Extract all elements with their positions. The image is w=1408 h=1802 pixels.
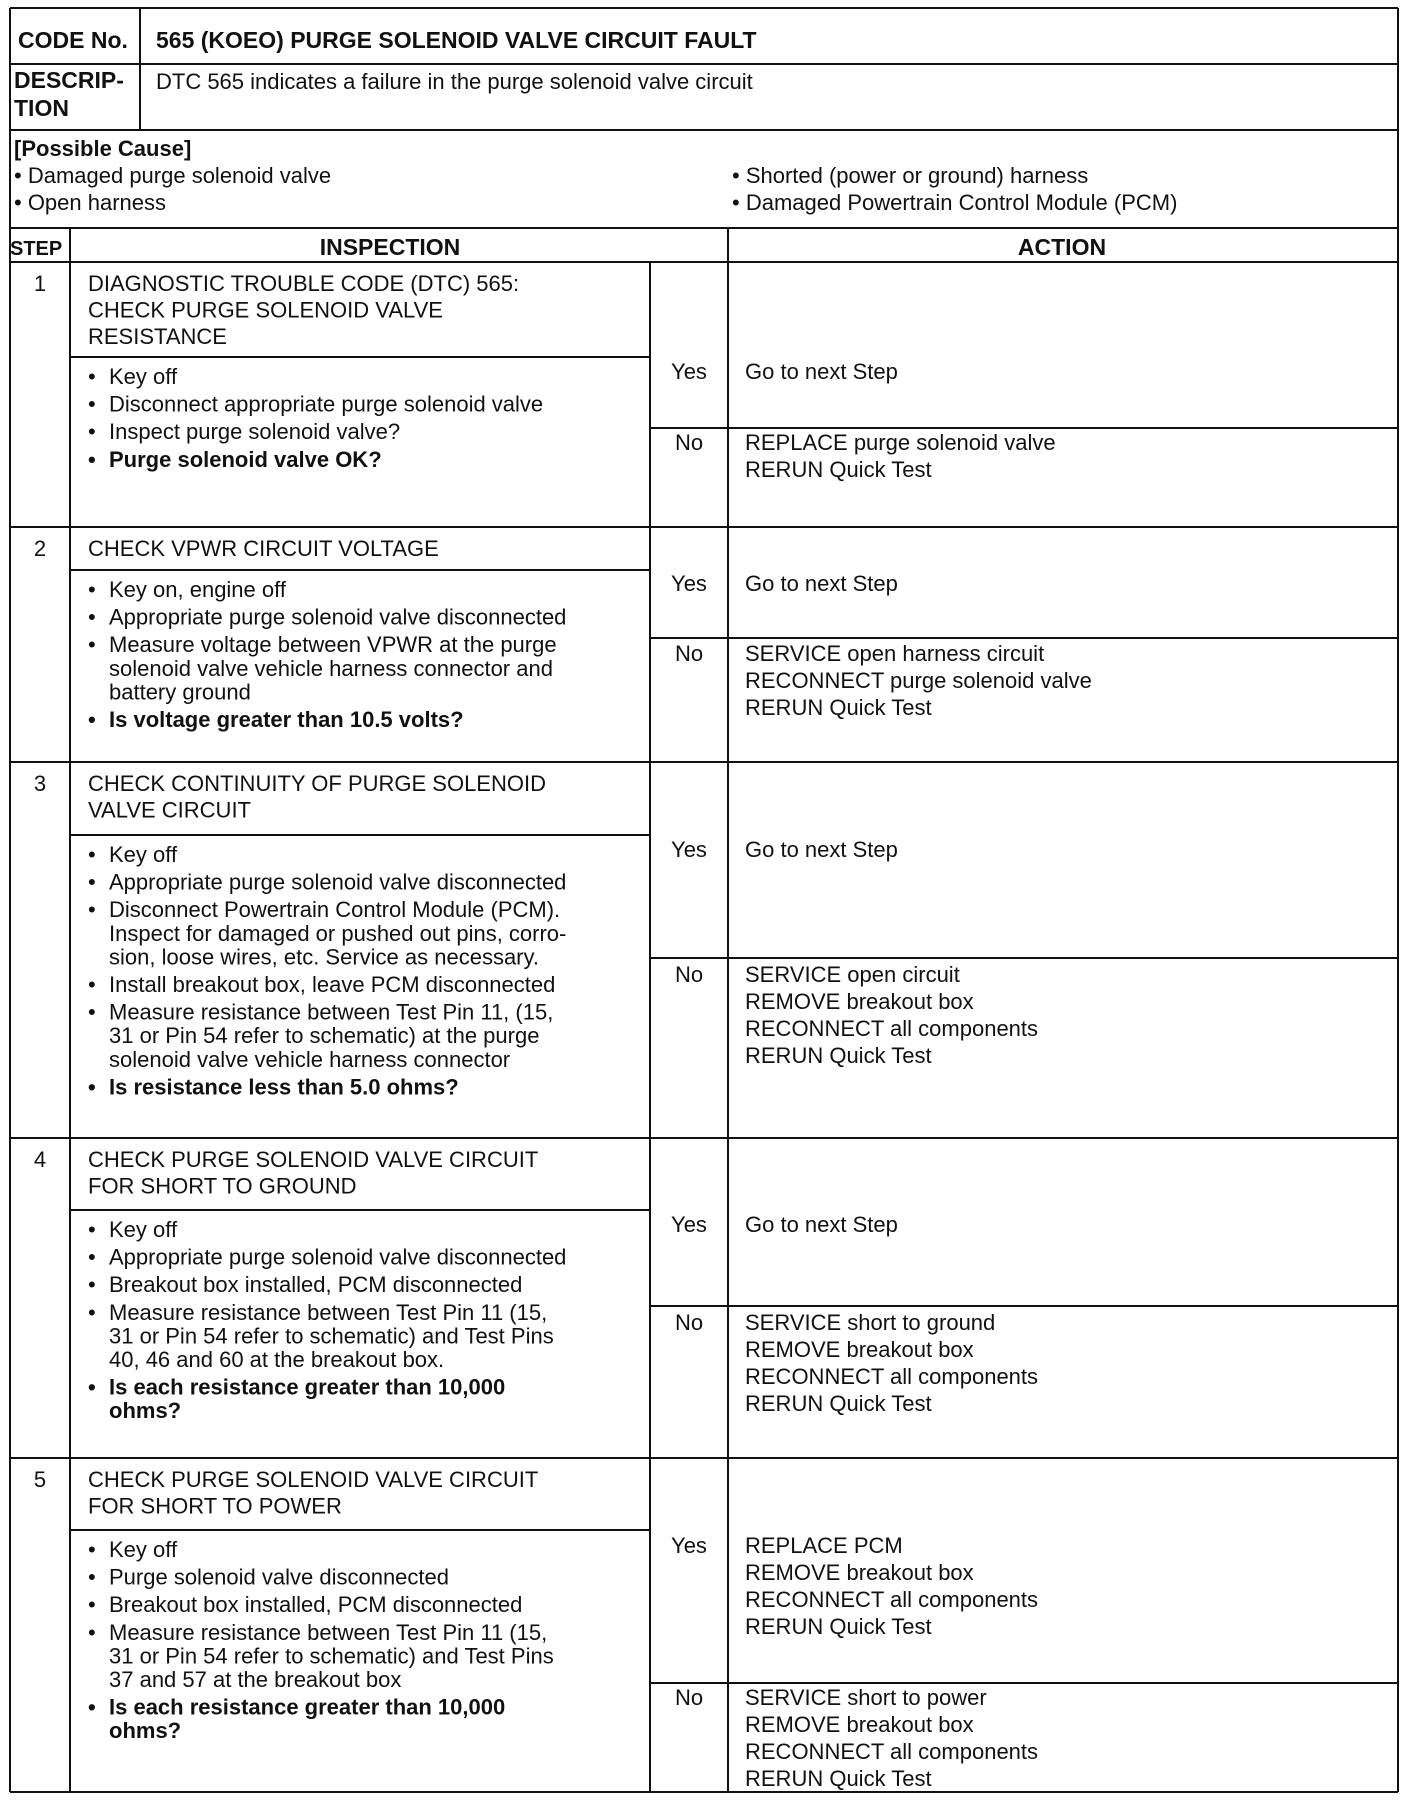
step-row xyxy=(10,771,1398,1138)
step-title-line: CHECK CONTINUITY OF PURGE SOLENOID xyxy=(88,771,546,796)
bullet-icon: • xyxy=(88,446,96,472)
bullet-icon: • xyxy=(88,842,96,867)
instruction-line: 31 or Pin 54 refer to schematic) and Test Pins xyxy=(109,1643,554,1669)
possible-cause-item: • Damaged purge solenoid valve xyxy=(14,163,332,188)
bullet-icon: • xyxy=(88,1619,96,1645)
no-action-line: RECONNECT purge solenoid valve xyxy=(745,668,1092,693)
yes-label: Yes xyxy=(671,1212,707,1237)
no-label: No xyxy=(674,1685,704,1710)
step-column-header: STEP xyxy=(10,238,63,260)
yes-label: Yes xyxy=(671,359,707,384)
bullet-icon: • xyxy=(88,1592,96,1618)
question-line: Is voltage greater than 10.5 volts? xyxy=(109,707,464,732)
instruction-line: Install breakout box, leave PCM disconnected xyxy=(109,972,556,997)
no-action-line: RERUN Quick Test xyxy=(745,1043,932,1068)
instruction-line: Key on, engine off xyxy=(109,577,286,602)
no-action-line: REMOVE breakout box xyxy=(745,989,974,1014)
step-title-line: CHECK VPWR CIRCUIT VOLTAGE xyxy=(88,536,439,561)
instruction-line: solenoid valve vehicle harness connector and xyxy=(109,655,553,681)
instruction-line: Inspect for damaged or pushed out pins, corro- xyxy=(109,920,567,946)
no-action-line: RECONNECT all components xyxy=(745,1364,1039,1389)
step-title-line: DIAGNOSTIC TROUBLE CODE (DTC) 565: xyxy=(88,271,520,296)
bullet-icon: • xyxy=(88,419,96,445)
bullet-icon: • xyxy=(88,1272,96,1298)
instruction-line: Appropriate purge solenoid valve disconnected xyxy=(109,604,567,630)
bullet-icon: • xyxy=(88,1537,96,1562)
instruction-line: Measure resistance between Test Pin 11 (15, xyxy=(109,1299,548,1325)
step-number: 2 xyxy=(33,536,47,561)
bullet-icon: • xyxy=(88,604,96,630)
bullet-icon: • xyxy=(88,1564,96,1590)
no-label: No xyxy=(674,641,704,666)
yes-action-line: REMOVE breakout box xyxy=(745,1560,974,1585)
instruction-line: 37 and 57 at the breakout box xyxy=(109,1667,402,1692)
bullet-icon: • xyxy=(88,364,96,389)
code-title: 565 (KOEO) PURGE SOLENOID VALVE CIRCUIT FAULT xyxy=(156,27,757,53)
instruction-line: 31 or Pin 54 refer to schematic) and Test Pins xyxy=(109,1323,554,1349)
description-label-line-2: TION xyxy=(14,95,69,121)
bullet-icon: • xyxy=(88,632,96,658)
no-action-line: RECONNECT all components xyxy=(745,1016,1039,1041)
instruction-line: Measure voltage between VPWR at the purge xyxy=(109,632,557,658)
yes-action-line: RECONNECT all components xyxy=(745,1587,1039,1612)
action-column-header: ACTION xyxy=(1017,234,1107,260)
yes-action-line: REPLACE PCM xyxy=(745,1533,903,1558)
instruction-line: Measure resistance between Test Pin 11 (15, xyxy=(109,1619,548,1645)
bullet-icon: • xyxy=(88,897,96,923)
bullet-icon: • xyxy=(88,1299,96,1325)
question-line: Is resistance less than 5.0 ohms? xyxy=(109,1074,459,1100)
no-action-line: REPLACE purge solenoid valve xyxy=(745,430,1056,455)
possible-cause-item: • Shorted (power or ground) harness xyxy=(732,163,1089,188)
step-row xyxy=(10,271,1398,527)
no-action-line: SERVICE open harness circuit xyxy=(745,641,1045,666)
step-row xyxy=(10,536,1398,762)
question-line: ohms? xyxy=(109,1718,182,1744)
instruction-line: Key off xyxy=(109,842,178,867)
instruction-line: Appropriate purge solenoid valve disconnected xyxy=(109,1244,567,1270)
instruction-line: Key off xyxy=(109,1537,178,1562)
no-action-line: REMOVE breakout box xyxy=(745,1712,974,1737)
no-label: No xyxy=(674,430,704,455)
no-action-line: RERUN Quick Test xyxy=(745,695,932,720)
step-number: 4 xyxy=(33,1147,47,1172)
yes-label: Yes xyxy=(671,571,707,596)
bullet-icon: • xyxy=(88,1374,96,1400)
no-action-line: RERUN Quick Test xyxy=(745,1391,932,1416)
yes-label: Yes xyxy=(671,837,707,862)
possible-cause-item: • Open harness xyxy=(14,190,167,215)
yes-action-line: Go to next Step xyxy=(745,359,898,384)
bullet-icon: • xyxy=(88,1244,96,1270)
step-title-line: FOR SHORT TO POWER xyxy=(88,1493,342,1519)
instruction-line: 31 or Pin 54 refer to schematic) at the purge xyxy=(109,1023,540,1049)
instruction-line: Key off xyxy=(109,1217,178,1242)
inspection-column-header: INSPECTION xyxy=(319,234,461,260)
bullet-icon: • xyxy=(88,1074,96,1100)
yes-action-line: RERUN Quick Test xyxy=(745,1614,932,1639)
bullet-icon: • xyxy=(88,1217,96,1242)
description-label-line-1: DESCRIP- xyxy=(14,67,124,93)
bullet-icon: • xyxy=(88,999,96,1025)
step-rows xyxy=(10,271,1398,1791)
possible-cause-item: • Damaged Powertrain Control Module (PCM) xyxy=(732,190,1178,215)
instruction-line: Measure resistance between Test Pin 11, (15, xyxy=(109,999,554,1025)
instruction-line: solenoid valve vehicle harness connector xyxy=(109,1046,511,1072)
instruction-line: sion, loose wires, etc. Service as necessary. xyxy=(109,944,539,970)
instruction-line: Purge solenoid valve disconnected xyxy=(109,1564,450,1590)
question-line: Is each resistance greater than 10,000 xyxy=(109,1694,506,1720)
instruction-line: Breakout box installed, PCM disconnected xyxy=(109,1272,523,1298)
instruction-line: Disconnect Powertrain Control Module (PCM). xyxy=(109,897,561,923)
possible-cause-heading: [Possible Cause] xyxy=(14,136,192,161)
description-text: DTC 565 indicates a failure in the purge solenoid valve circuit xyxy=(156,69,753,94)
possible-cause-list xyxy=(14,163,1177,215)
no-action-line: SERVICE short to power xyxy=(745,1685,987,1710)
step-title-line: FOR SHORT TO GROUND xyxy=(88,1173,357,1199)
step-title-line: VALVE CIRCUIT xyxy=(88,797,251,823)
bullet-icon: • xyxy=(88,869,96,895)
instruction-line: 40, 46 and 60 at the breakout box. xyxy=(109,1347,445,1372)
question-line: ohms? xyxy=(109,1398,182,1424)
step-row xyxy=(34,1467,1398,1791)
bullet-icon: • xyxy=(88,577,96,602)
code-number-label: CODE No. xyxy=(18,27,128,53)
bullet-icon: • xyxy=(88,391,96,417)
step-title-line: CHECK PURGE SOLENOID VALVE CIRCUIT xyxy=(88,1147,539,1172)
step-title-line: CHECK PURGE SOLENOID VALVE xyxy=(88,297,443,323)
no-action-line: SERVICE short to ground xyxy=(745,1310,996,1335)
question-line: Purge solenoid valve OK? xyxy=(109,446,382,472)
no-action-line: REMOVE breakout box xyxy=(745,1337,974,1362)
step-title-line: RESISTANCE xyxy=(88,323,227,349)
yes-action-line: Go to next Step xyxy=(745,837,898,862)
step-row xyxy=(10,1147,1398,1458)
no-action-line: RECONNECT all components xyxy=(745,1739,1039,1764)
instruction-line: Inspect purge solenoid valve? xyxy=(109,419,401,445)
yes-action-line: Go to next Step xyxy=(745,1212,898,1237)
no-action-line: SERVICE open circuit xyxy=(745,962,960,987)
instruction-line: Disconnect appropriate purge solenoid valve xyxy=(109,391,544,417)
instruction-line: battery ground xyxy=(109,679,251,705)
instruction-line: Key off xyxy=(109,364,178,389)
yes-action-line: Go to next Step xyxy=(745,571,898,596)
question-line: Is each resistance greater than 10,000 xyxy=(109,1374,506,1400)
step-title-line: CHECK PURGE SOLENOID VALVE CIRCUIT xyxy=(88,1467,539,1492)
bullet-icon: • xyxy=(88,972,96,997)
bullet-icon: • xyxy=(88,707,96,732)
step-number: 3 xyxy=(33,771,47,796)
bullet-icon: • xyxy=(88,1694,96,1720)
no-label: No xyxy=(674,1310,704,1335)
yes-label: Yes xyxy=(671,1533,707,1558)
no-action-line: RERUN Quick Test xyxy=(745,1766,932,1791)
instruction-line: Breakout box installed, PCM disconnected xyxy=(109,1592,523,1618)
no-action-line: RERUN Quick Test xyxy=(745,457,932,482)
instruction-line: Appropriate purge solenoid valve disconnected xyxy=(109,869,567,895)
step-number: 1 xyxy=(33,271,47,296)
step-number: 5 xyxy=(33,1467,47,1492)
no-label: No xyxy=(674,962,704,987)
